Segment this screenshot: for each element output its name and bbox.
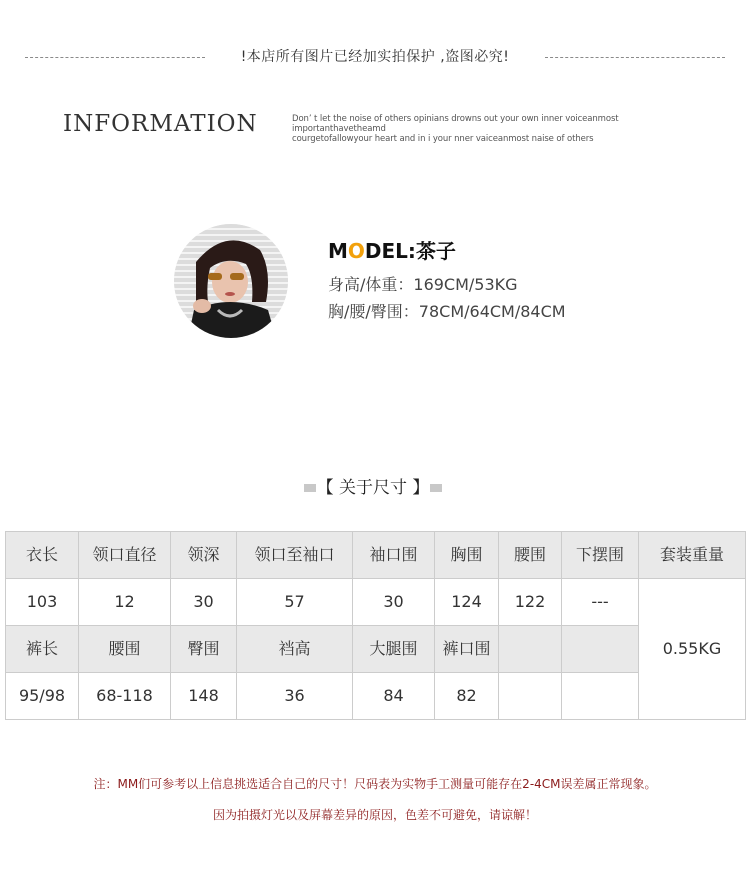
model-name [328, 238, 456, 264]
header-cell [562, 626, 639, 673]
title-left-bar [304, 484, 316, 492]
value-cell: 36 [237, 673, 353, 720]
value-cell: 57 [237, 579, 353, 626]
model-label-rest: DEL: [364, 239, 416, 263]
model-measurements: 胸/腰/臀围：78CM/64CM/84CM [328, 302, 566, 321]
header-cell: 衣长 [6, 532, 79, 579]
value-cell: 122 [499, 579, 562, 626]
value-cell: 84 [353, 673, 435, 720]
model-photo [174, 224, 288, 338]
value-cell: 82 [435, 673, 499, 720]
header-cell: 裆高 [237, 626, 353, 673]
value-cell: 148 [171, 673, 237, 720]
notice-right-divider [545, 57, 725, 58]
information-tagline [292, 114, 712, 144]
header-cell: 袖口围 [353, 532, 435, 579]
information-tagline-line2: courgetofallowyour heart and in i your nner vaiceanmost naise of others [292, 134, 594, 144]
value-cell: 103 [6, 579, 79, 626]
value-cell: 124 [435, 579, 499, 626]
title-right-bar [430, 484, 442, 492]
header-cell: 大腿围 [353, 626, 435, 673]
header-cell: 下摆围 [562, 532, 639, 579]
bottom-header-row [6, 626, 746, 673]
copyright-notice [0, 46, 750, 68]
header-cell: 领口至袖口 [237, 532, 353, 579]
size-section-title [304, 477, 442, 499]
information-tagline-line1: Don’ t let the noise of others opinians drowns out your own inner voiceanmost importanthavetheamd [292, 114, 619, 134]
notice-text: !本店所有图片已经加实拍保护 ,盗图必究! [240, 49, 510, 65]
header-cell: 领口直径 [79, 532, 171, 579]
value-cell: 30 [353, 579, 435, 626]
header-cell: 领深 [171, 532, 237, 579]
header-cell: 胸围 [435, 532, 499, 579]
value-cell [499, 673, 562, 720]
header-cell: 套装重量 [639, 532, 746, 579]
header-cell: 裤长 [6, 626, 79, 673]
color-disclaimer-note: 因为拍摄灯光以及屏幕差异的原因，色差不可避免，请谅解！ [212, 808, 537, 822]
size-disclaimer-note: 注：MM们可参考以上信息挑选适合自己的尺寸！尺码表为实物手工测量可能存在2-4CM误差属正常现象。 [93, 777, 657, 791]
top-header-row [6, 532, 746, 579]
set-weight-value: 0.55KG [639, 579, 746, 720]
value-cell: 95/98 [6, 673, 79, 720]
header-cell: 裤口围 [435, 626, 499, 673]
value-cell: 12 [79, 579, 171, 626]
model-label-o: O [347, 239, 365, 263]
header-cell: 臀围 [171, 626, 237, 673]
bottom-value-row [6, 673, 746, 720]
value-cell [562, 673, 639, 720]
header-cell: 腰围 [499, 532, 562, 579]
value-cell: 68-118 [79, 673, 171, 720]
model-avatar [174, 224, 288, 338]
top-value-row [6, 579, 746, 626]
value-cell: --- [562, 579, 639, 626]
model-label-m: M [328, 239, 348, 263]
value-cell: 30 [171, 579, 237, 626]
model-name-value: 茶子 [415, 239, 456, 263]
size-table [5, 531, 746, 720]
size-section-title-text: 【 关于尺寸 】 [316, 478, 430, 498]
notice-left-divider [25, 57, 205, 58]
header-cell: 腰围 [79, 626, 171, 673]
information-title: INFORMATION [63, 111, 258, 137]
header-cell [499, 626, 562, 673]
model-height-weight: 身高/体重：169CM/53KG [328, 275, 518, 294]
